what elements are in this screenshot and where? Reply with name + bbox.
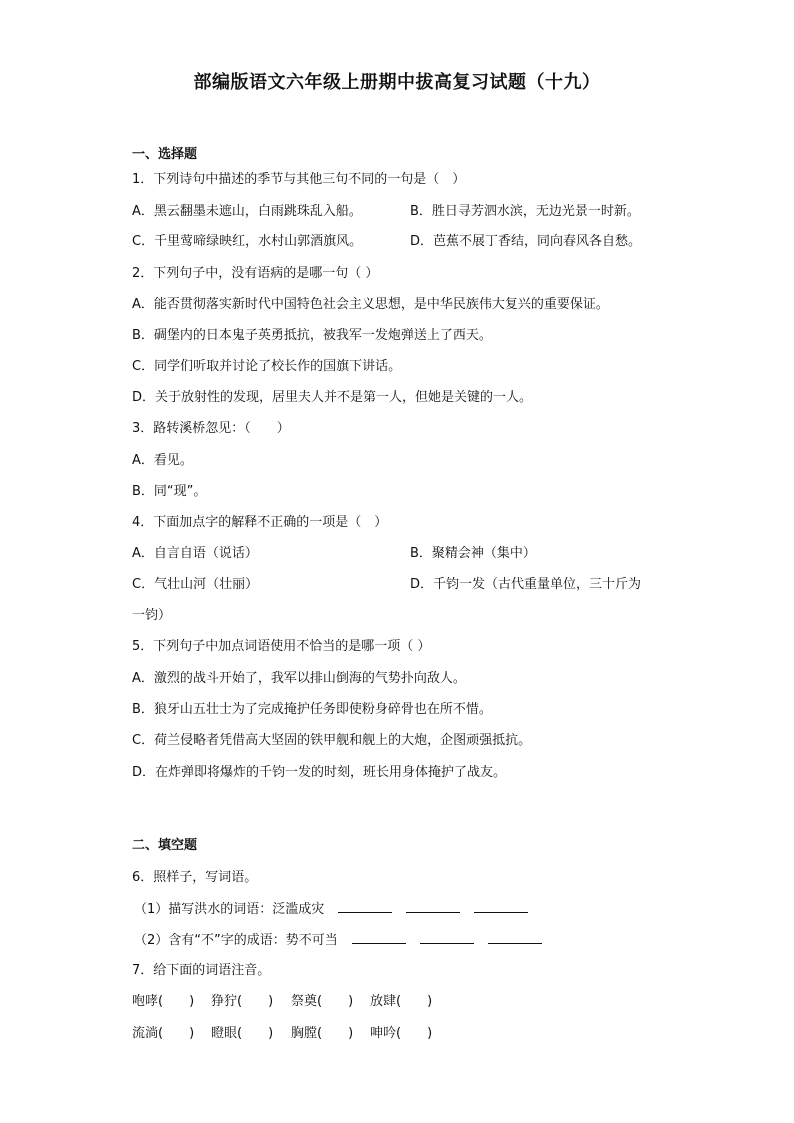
q5-stem: 5．下列句子中加点词语使用不恰当的是哪一项（ ）: [132, 639, 431, 654]
q7-stem: 7．给下面的词语注音。: [132, 963, 271, 978]
q5-option-a: A．激烈的战斗开始了，我军以排山倒海的气势扑向敌人。: [132, 671, 466, 686]
q4-stem: 4．下面加点字的解释不正确的一项是（ ）: [132, 515, 388, 530]
q6-item-2: [134, 931, 542, 950]
page-title: 部编版语文六年级上册期中拔高复习试题（十九）: [193, 72, 601, 93]
answer-blank[interactable]: [420, 931, 474, 944]
q4-option-c: C．气壮山河（壮丽）: [132, 577, 259, 592]
q1-option-d: D．芭蕉不展丁香结，同向春风各自愁。: [410, 234, 642, 249]
section-heading-fill: 二、填空题: [132, 838, 198, 853]
answer-blank[interactable]: [352, 931, 406, 944]
q1-option-a: A．黑云翻墨未遮山，白雨跳珠乱入船。: [132, 204, 362, 219]
q4-option-d: D．千钧一发（古代重量单位，三十斤为: [410, 577, 642, 592]
q7-word: 狰狞( ): [211, 994, 274, 1009]
answer-blank[interactable]: [406, 900, 460, 913]
q2-option-b: B．碉堡内的日本鬼子英勇抵抗，被我军一发炮弹送上了西天。: [132, 328, 492, 343]
q1-option-b: B．胜日寻芳泗水滨，无边光景一时新。: [410, 204, 640, 219]
q3-stem: 3．路转溪桥忽见：（ ）: [132, 421, 290, 436]
answer-blank[interactable]: [474, 900, 528, 913]
q7-word: 胸膛( ): [291, 1026, 354, 1041]
answer-blank[interactable]: [488, 931, 542, 944]
q4-option-a: A．自言自语（说话）: [132, 546, 258, 561]
q7-word: 呻吟( ): [370, 1026, 433, 1041]
q2-option-c: C．同学们听取并讨论了校长作的国旗下讲话。: [132, 359, 402, 374]
q6-stem: 6．照样子，写词语。: [132, 870, 258, 885]
q7-word: 放肆( ): [370, 994, 433, 1009]
q6-item-1: [134, 900, 528, 919]
q4-option-b: B．聚精会神（集中）: [410, 546, 536, 561]
q2-stem: 2．下列句子中，没有语病的是哪一句（ ）: [132, 266, 379, 281]
q2-option-a: A．能否贯彻落实新时代中国特色社会主义思想，是中华民族伟大复兴的重要保证。: [132, 297, 609, 312]
section-heading-choice: 一、选择题: [132, 147, 198, 162]
q3-option-b: B．同“现”。: [132, 484, 207, 499]
q7-word: 咆哮( ): [132, 994, 195, 1009]
q5-option-d: D．在炸弹即将爆炸的千钧一发的时刻，班长用身体掩护了战友。: [132, 765, 507, 780]
q1-option-c: C．千里莺啼绿映红，水村山郭酒旗风。: [132, 234, 363, 249]
q5-option-b: B．狼牙山五壮士为了完成掩护任务即使粉身碎骨也在所不惜。: [132, 702, 492, 717]
answer-blank[interactable]: [338, 900, 392, 913]
q3-option-a: A．看见。: [132, 453, 193, 468]
q5-option-c: C．荷兰侵略者凭借高大坚固的铁甲舰和舰上的大炮，企图顽强抵抗。: [132, 733, 532, 748]
q2-option-d: D．关于放射性的发现，居里夫人并不是第一人，但她是关键的一人。: [132, 390, 533, 405]
q6-item-1-label: （1）描写洪水的词语：泛滥成灾: [134, 902, 325, 917]
q7-word: 祭奠( ): [291, 994, 354, 1009]
q7-word: 流淌( ): [132, 1026, 195, 1041]
q7-word: 瞪眼( ): [211, 1026, 274, 1041]
q6-item-2-label: （2）含有“不”字的成语：势不可当: [134, 933, 338, 948]
q4-option-d-continued: 一钧）: [132, 608, 172, 623]
q1-stem: 1．下列诗句中描述的季节与其他三句不同的一句是（ ）: [132, 172, 466, 187]
